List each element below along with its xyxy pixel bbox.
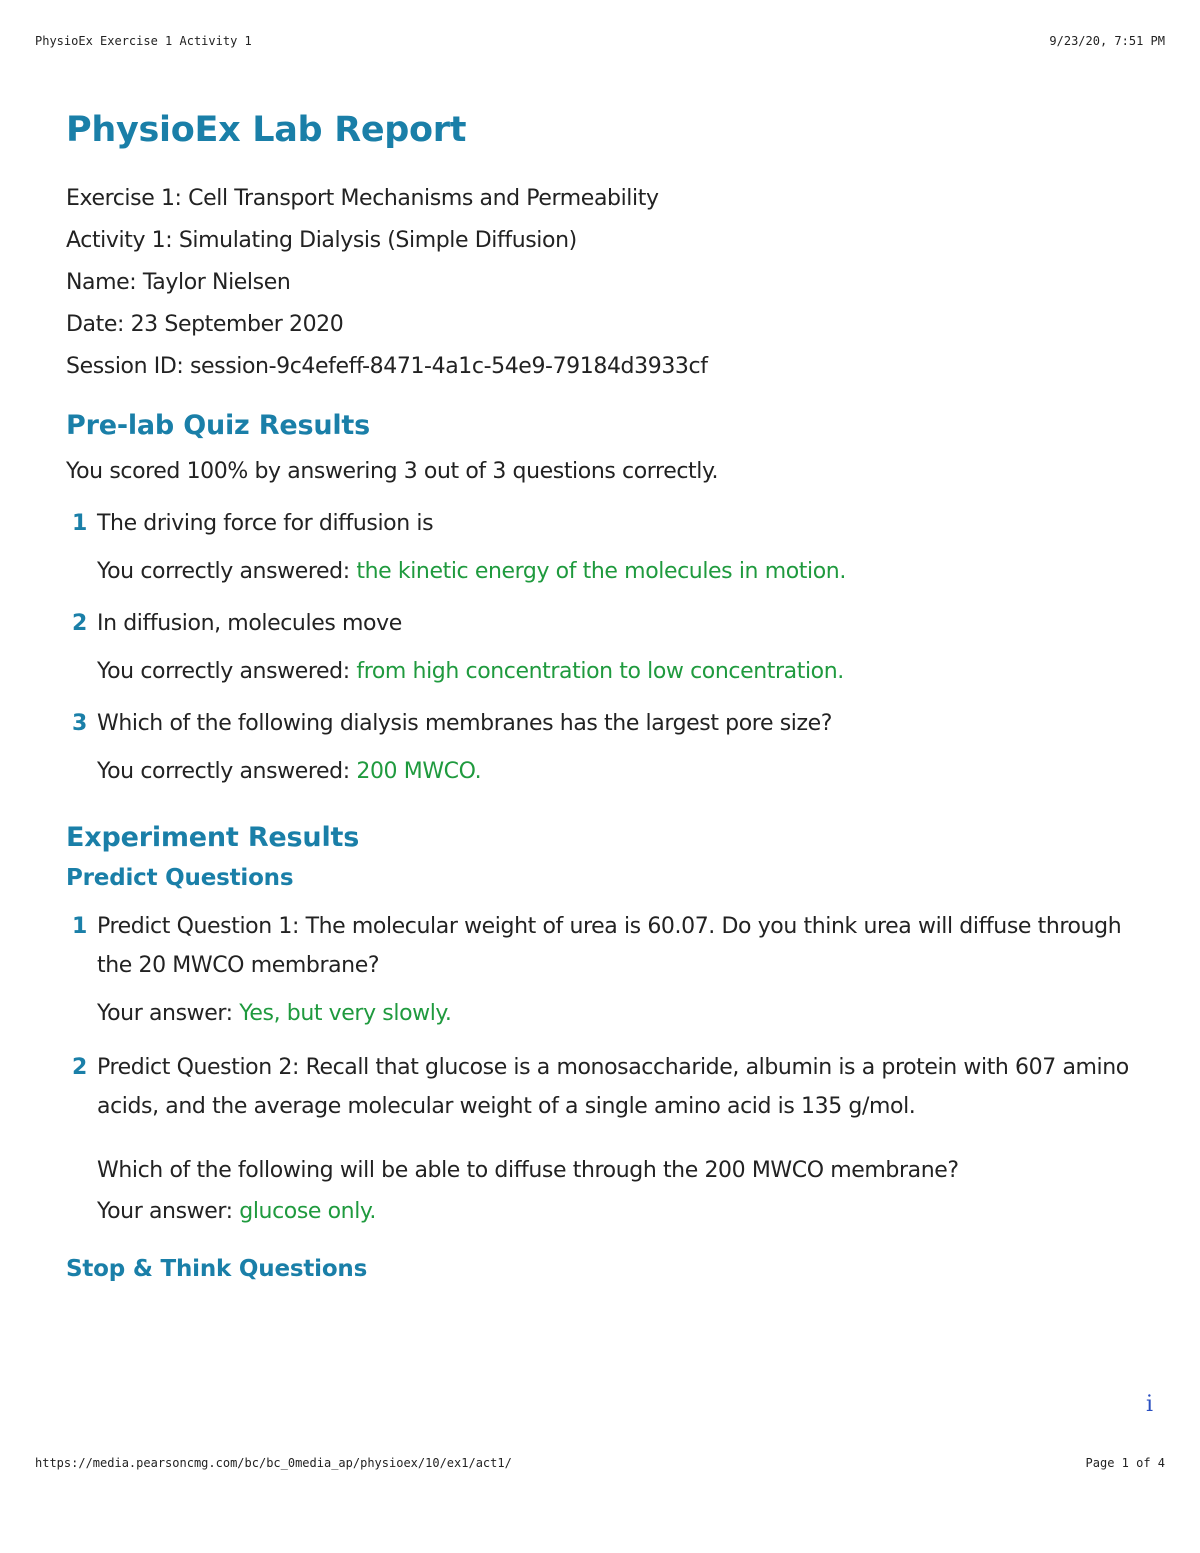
prelab-answer bbox=[66, 659, 1146, 684]
question-number: 1 bbox=[72, 914, 87, 939]
experiment-heading: Experiment Results bbox=[66, 822, 360, 853]
answer-prefix: You correctly answered: bbox=[97, 559, 357, 584]
answer-value: from high concentration to low concentration. bbox=[356, 659, 844, 684]
question-text: In diffusion, molecules move bbox=[97, 611, 402, 636]
page-title: PhysioEx Lab Report bbox=[66, 110, 467, 150]
question-text: Which of the following dialysis membranes has the largest pore size? bbox=[97, 711, 833, 736]
predict-answer bbox=[66, 1001, 1146, 1026]
question-number: 2 bbox=[72, 611, 87, 636]
predict-question bbox=[66, 1048, 1146, 1126]
page-number: Page 1 of 4 bbox=[1085, 1456, 1165, 1470]
print-footer bbox=[35, 1456, 1165, 1470]
answer-value: glucose only. bbox=[239, 1199, 377, 1224]
activity-line: Activity 1: Simulating Dialysis (Simple Diffusion) bbox=[66, 228, 577, 253]
predict-heading: Predict Questions bbox=[66, 865, 294, 891]
answer-prefix: Your answer: bbox=[97, 1199, 240, 1224]
prelab-answer bbox=[66, 759, 1146, 784]
question-text: The driving force for diffusion is bbox=[97, 511, 434, 536]
prelab-question bbox=[66, 604, 1146, 643]
question-text: Predict Question 2: Recall that glucose is a monosaccharide, albumin is a protein with 607 amino acids, and the average molecular weight of a single amino acid is 135 g/mol. bbox=[97, 1055, 1129, 1119]
report-content bbox=[66, 110, 1146, 1282]
predict-question-followup: Which of the following will be able to diffuse through the 200 MWCO membrane? bbox=[97, 1158, 959, 1183]
answer-value: the kinetic energy of the molecules in motion. bbox=[356, 559, 846, 584]
page-url: https://media.pearsoncmg.com/bc/bc_0media_ap/physioex/10/ex1/act1/ bbox=[35, 1456, 512, 1470]
prelab-score: You scored 100% by answering 3 out of 3 questions correctly. bbox=[66, 459, 719, 484]
info-icon[interactable]: i bbox=[1146, 1392, 1154, 1417]
question-text: Predict Question 1: The molecular weight of urea is 60.07. Do you think urea will diffuse through the 20 MWCO membrane? bbox=[97, 914, 1122, 978]
question-number: 3 bbox=[72, 711, 87, 736]
answer-prefix: Your answer: bbox=[97, 1001, 240, 1026]
question-number: 1 bbox=[72, 511, 87, 536]
prelab-heading: Pre-lab Quiz Results bbox=[66, 410, 370, 441]
answer-prefix: You correctly answered: bbox=[97, 659, 357, 684]
predict-question bbox=[66, 907, 1146, 985]
stop-think-heading: Stop & Think Questions bbox=[66, 1256, 368, 1282]
answer-value: Yes, but very slowly. bbox=[239, 1001, 452, 1026]
predict-answer bbox=[66, 1199, 1146, 1224]
print-header-title: PhysioEx Exercise 1 Activity 1 bbox=[35, 34, 252, 48]
exercise-line: Exercise 1: Cell Transport Mechanisms and Permeability bbox=[66, 186, 659, 211]
answer-prefix: You correctly answered: bbox=[97, 759, 357, 784]
report-date: Date: 23 September 2020 bbox=[66, 312, 344, 337]
print-header bbox=[35, 34, 1165, 48]
prelab-question bbox=[66, 504, 1146, 543]
print-header-datetime: 9/23/20, 7:51 PM bbox=[1049, 34, 1165, 48]
session-id: Session ID: session-9c4efeff-8471-4a1c-54e9-79184d3933cf bbox=[66, 354, 708, 379]
question-number: 2 bbox=[72, 1055, 87, 1080]
prelab-answer bbox=[66, 559, 1146, 584]
answer-value: 200 MWCO. bbox=[356, 759, 482, 784]
student-name: Name: Taylor Nielsen bbox=[66, 270, 291, 295]
prelab-question bbox=[66, 704, 1146, 743]
